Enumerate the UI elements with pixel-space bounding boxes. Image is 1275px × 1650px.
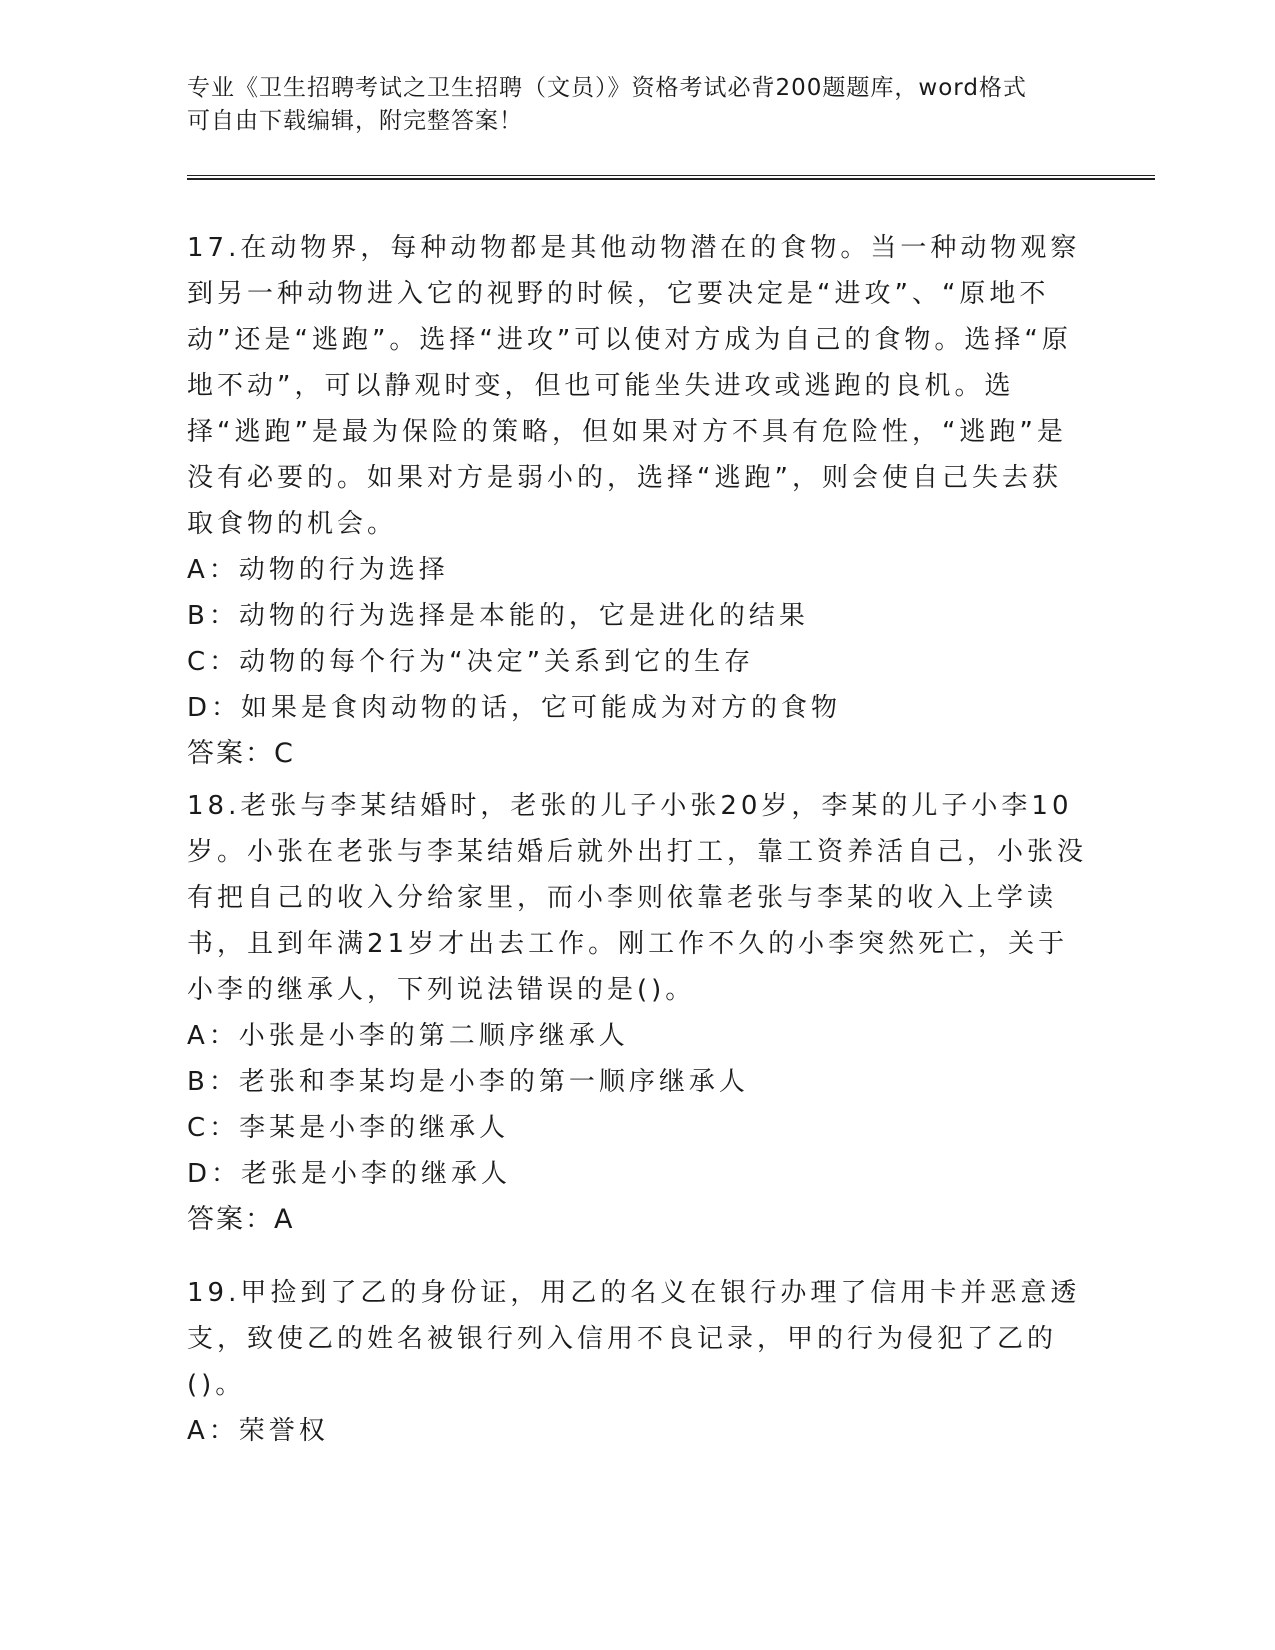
document-header — [187, 72, 1087, 138]
header-line-1: 专业《卫生招聘考试之卫生招聘（文员）》资格考试必背200题题库，word格式 — [187, 75, 1027, 101]
option-c: C：动物的每个行为“决定”关系到它的生存 — [187, 647, 755, 677]
option-b: B：动物的行为选择是本能的，它是进化的结果 — [187, 601, 809, 631]
header-divider — [187, 175, 1155, 180]
question-stem: 17.在动物界，每种动物都是其他动物潜在的食物。当一种动物观察到另一种动物进入它的视野的时候，它要决定是“进攻”、“原地不动”还是“逃跑”。选择“进攻”可以使对方成为自己的食物。选择“原地不动”，可以静观时变，但也可能坐失进攻或逃跑的良机。选择“逃跑”是最为保险的策略，但如果对方不具有危险性，“逃跑”是没有必要的。如果对方是弱小的，选择“逃跑”，则会使自己失去获取食物的机会。 — [187, 233, 1081, 539]
question-17 — [187, 225, 1087, 777]
option-d: D：如果是食肉动物的话，它可能成为对方的食物 — [187, 693, 842, 723]
question-19 — [187, 1270, 1087, 1454]
question-stem: 19.甲捡到了乙的身份证，用乙的名义在银行办理了信用卡并恶意透支，致使乙的姓名被银行列入信用不良记录，甲的行为侵犯了乙的()。 — [187, 1278, 1081, 1400]
question-stem: 18.老张与李某结婚时，老张的儿子小张20岁，李某的儿子小李10岁。小张在老张与李某结婚后就外出打工，靠工资养活自己，小张没有把自己的收入分给家里，而小李则依靠老张与李某的收入上学读书，且到年满21岁才出去工作。刚工作不久的小李突然死亡，关于小李的继承人，下列说法错误的是()。 — [187, 791, 1088, 1005]
question-18 — [187, 783, 1087, 1243]
answer: 答案：C — [187, 738, 295, 769]
option-a: A：动物的行为选择 — [187, 555, 449, 585]
option-a: A：小张是小李的第二顺序继承人 — [187, 1021, 629, 1051]
option-d: D：老张是小李的继承人 — [187, 1159, 512, 1189]
header-line-2: 可自由下载编辑，附完整答案！ — [187, 108, 523, 134]
option-b: B：老张和李某均是小李的第一顺序继承人 — [187, 1067, 749, 1097]
answer: 答案：A — [187, 1204, 295, 1235]
option-a: A：荣誉权 — [187, 1416, 329, 1446]
option-c: C：李某是小李的继承人 — [187, 1113, 510, 1143]
